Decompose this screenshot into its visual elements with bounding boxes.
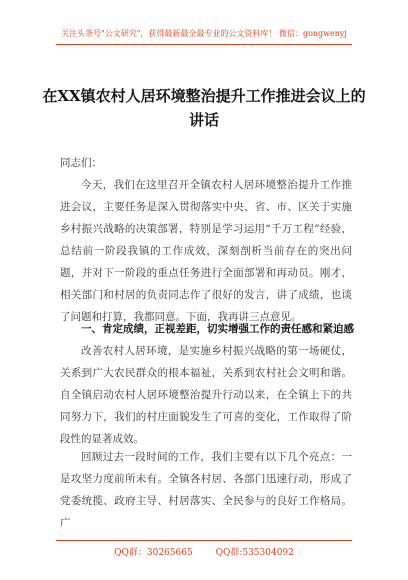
document-title: 在XX镇农村人居环境整治提升工作推进会议上的讲话 [42,87,366,129]
footer-qq-group-1: QQ群：30265665 [114,548,193,558]
header-banner: 关注头条号"公文研究"，获得最新最全最专业的公文资料库！ 微信：gongwenyj [61,29,347,38]
paragraph-review: 回顾过去一段时间的工作，我们主要有以下几个亮点：一是攻坚力度前所未有。全镇各村居、各部门迅速行动，形成了党委统揽、政府主导、村居落实、全民参与的良好工作格局。广 [60,451,352,529]
section-heading-1: 一、肯定成绩，正视差距，切实增强工作的责任感和紧迫感 [81,323,354,335]
paragraph-intro: 今天，我们在这里召开全镇农村人居环境整治提升工作推进会议，主要任务是深入贯彻落实中央、省、市、区关于实施乡村振兴战略的决策部署，特别是学习运用“千万工程”经验，总结前一阶段我镇的工作成效，深刻剖析当前存在的突出问题，并对下一阶段的重点任务进行全面部署和再动员。刚才，相关部门和村居的负责同志作了很好的发言，讲了成绩，也谈了问题和打算，我都同意。下面，我再讲三点意见。 [60,179,352,323]
salutation: 同志们： [60,157,102,169]
paragraph-section1: 改善农村人居环境，是实施乡村振兴战略的第一场硬仗，关系到广大农民群众的根本福祉，关系到农村社会文明和谐。自全镇启动农村人居环境整治提升行动以来，在全镇上下的共同努力下，我们的村庄面貌发生了可喜的变化，工作取得了阶段性的显著成效。 [60,345,352,445]
footer-divider [56,540,352,541]
footer [0,545,408,558]
header-divider [56,44,352,45]
footer-qq-group-2: QQ群:535304092 [215,548,294,558]
